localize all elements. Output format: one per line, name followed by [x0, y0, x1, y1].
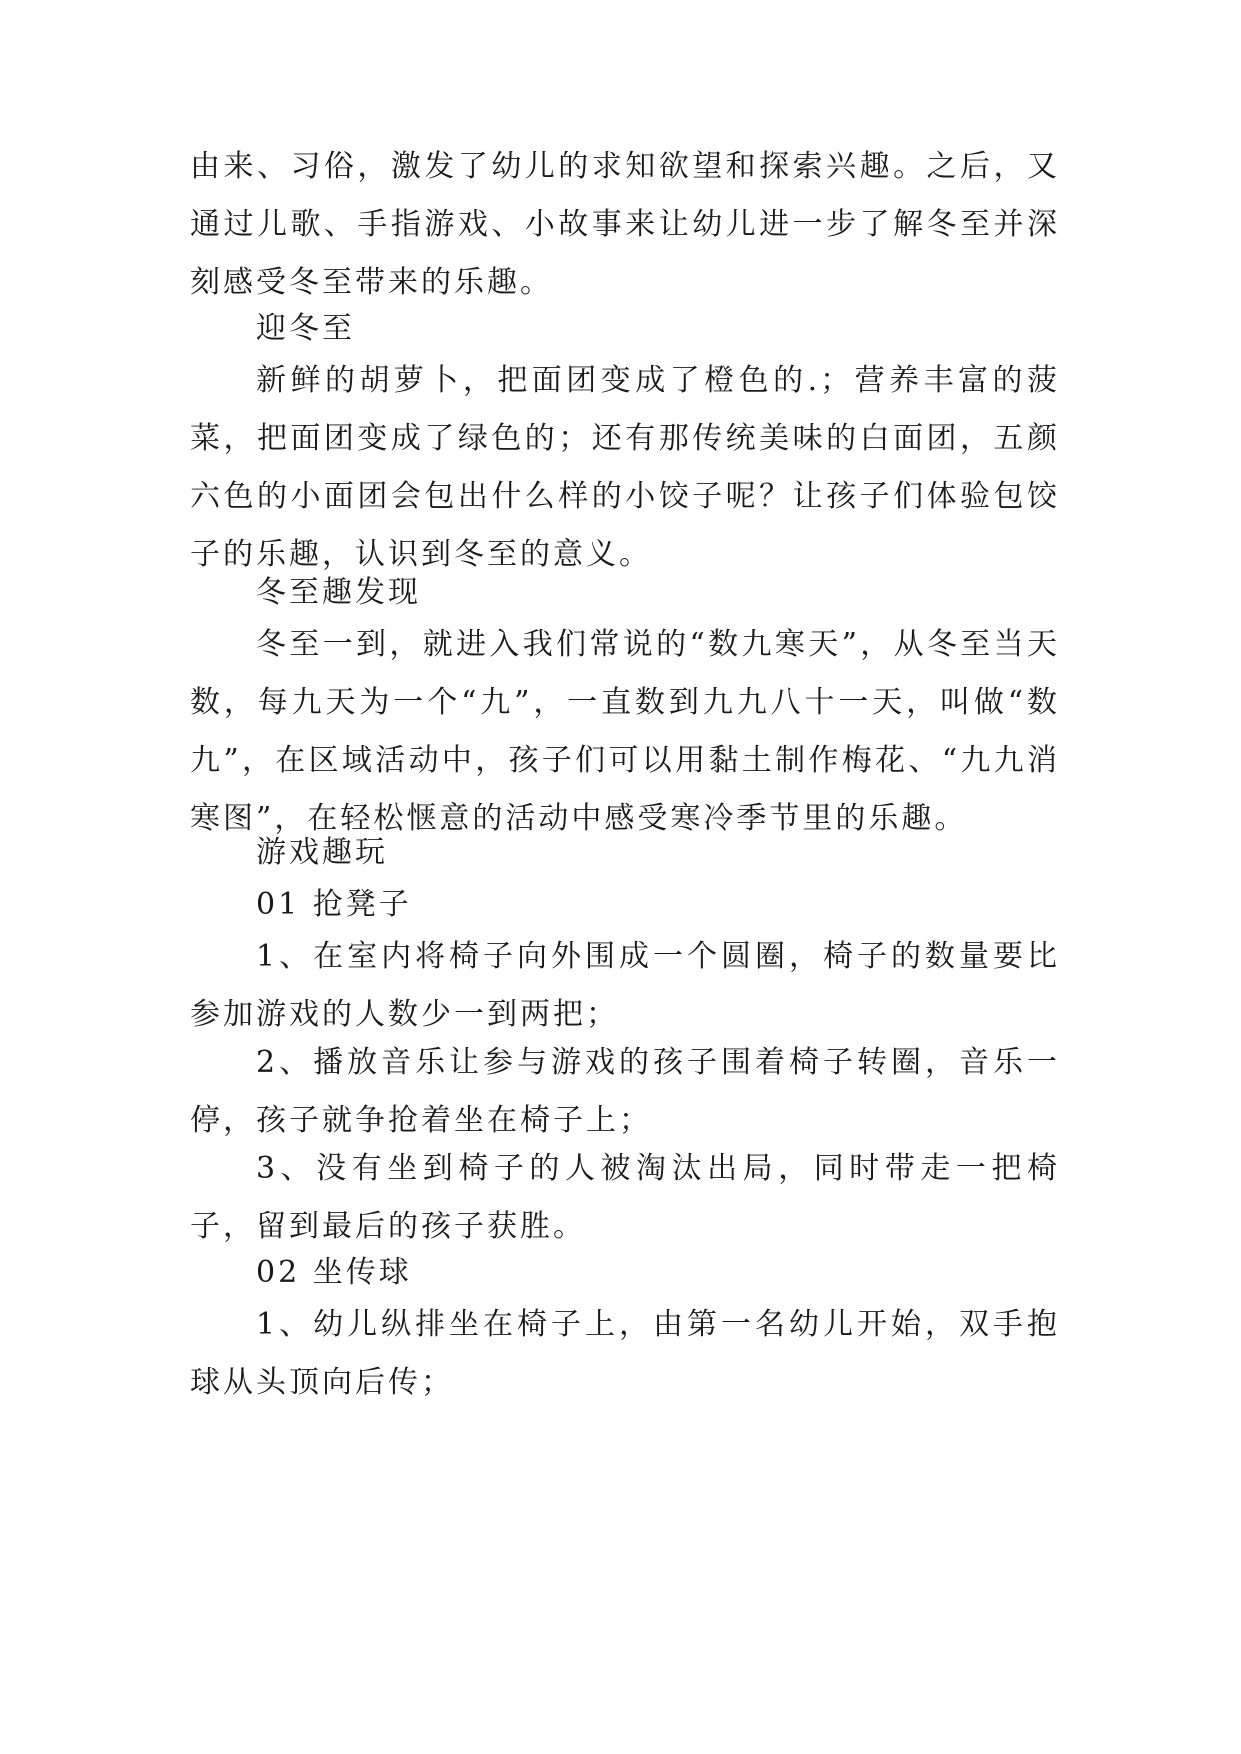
- section-heading-discovery: 冬至趣发现: [256, 575, 421, 610]
- game-step-2: 2、播放音乐让参与游戏的孩子围着椅子转圈，音乐一停，孩子就争抢着坐在椅子上；: [190, 1045, 1060, 1138]
- section-heading-ying-dongzhi: 迎冬至: [256, 311, 355, 346]
- ball-passing-step-1: 1、幼儿纵排坐在椅子上，由第一名幼儿开始，双手抱球从头顶向后传；: [190, 1307, 1060, 1400]
- paragraph-dumplings: 新鲜的胡萝卜，把面团变成了橙色的.；营养丰富的菠菜，把面团变成了绿色的；还有那传统美味的白面团，五颜六色的小面团会包出什么样的小饺子呢？让孩子们体验包饺子的乐趣，认识到冬至的意义。: [190, 363, 1060, 572]
- section-heading-games: 游戏趣玩: [256, 835, 388, 870]
- paragraph-intro-continued: 由来、习俗，激发了幼儿的求知欲望和探索兴趣。之后，又通过儿歌、手指游戏、小故事来让幼儿进一步了解冬至并深刻感受冬至带来的乐趣。: [190, 149, 1060, 300]
- game-title-ball-passing: 02 坐传球: [256, 1255, 412, 1290]
- game-step-1: 1、在室内将椅子向外围成一个圆圈，椅子的数量要比参加游戏的人数少一到两把；: [190, 939, 1060, 1032]
- game-title-musical-chairs: 01 抢凳子: [256, 887, 412, 922]
- game-step-3: 3、没有坐到椅子的人被淘汰出局，同时带走一把椅子，留到最后的孩子获胜。: [190, 1151, 1060, 1244]
- paragraph-shujiu: 冬至一到，就进入我们常说的“数九寒天”，从冬至当天数，每九天为一个“九”，一直数到九九八十一天，叫做“数九”，在区域活动中，孩子们可以用黏土制作梅花、“九九消寒图”，在轻松惬意的活动中感受寒冷季节里的乐趣。: [190, 627, 1060, 836]
